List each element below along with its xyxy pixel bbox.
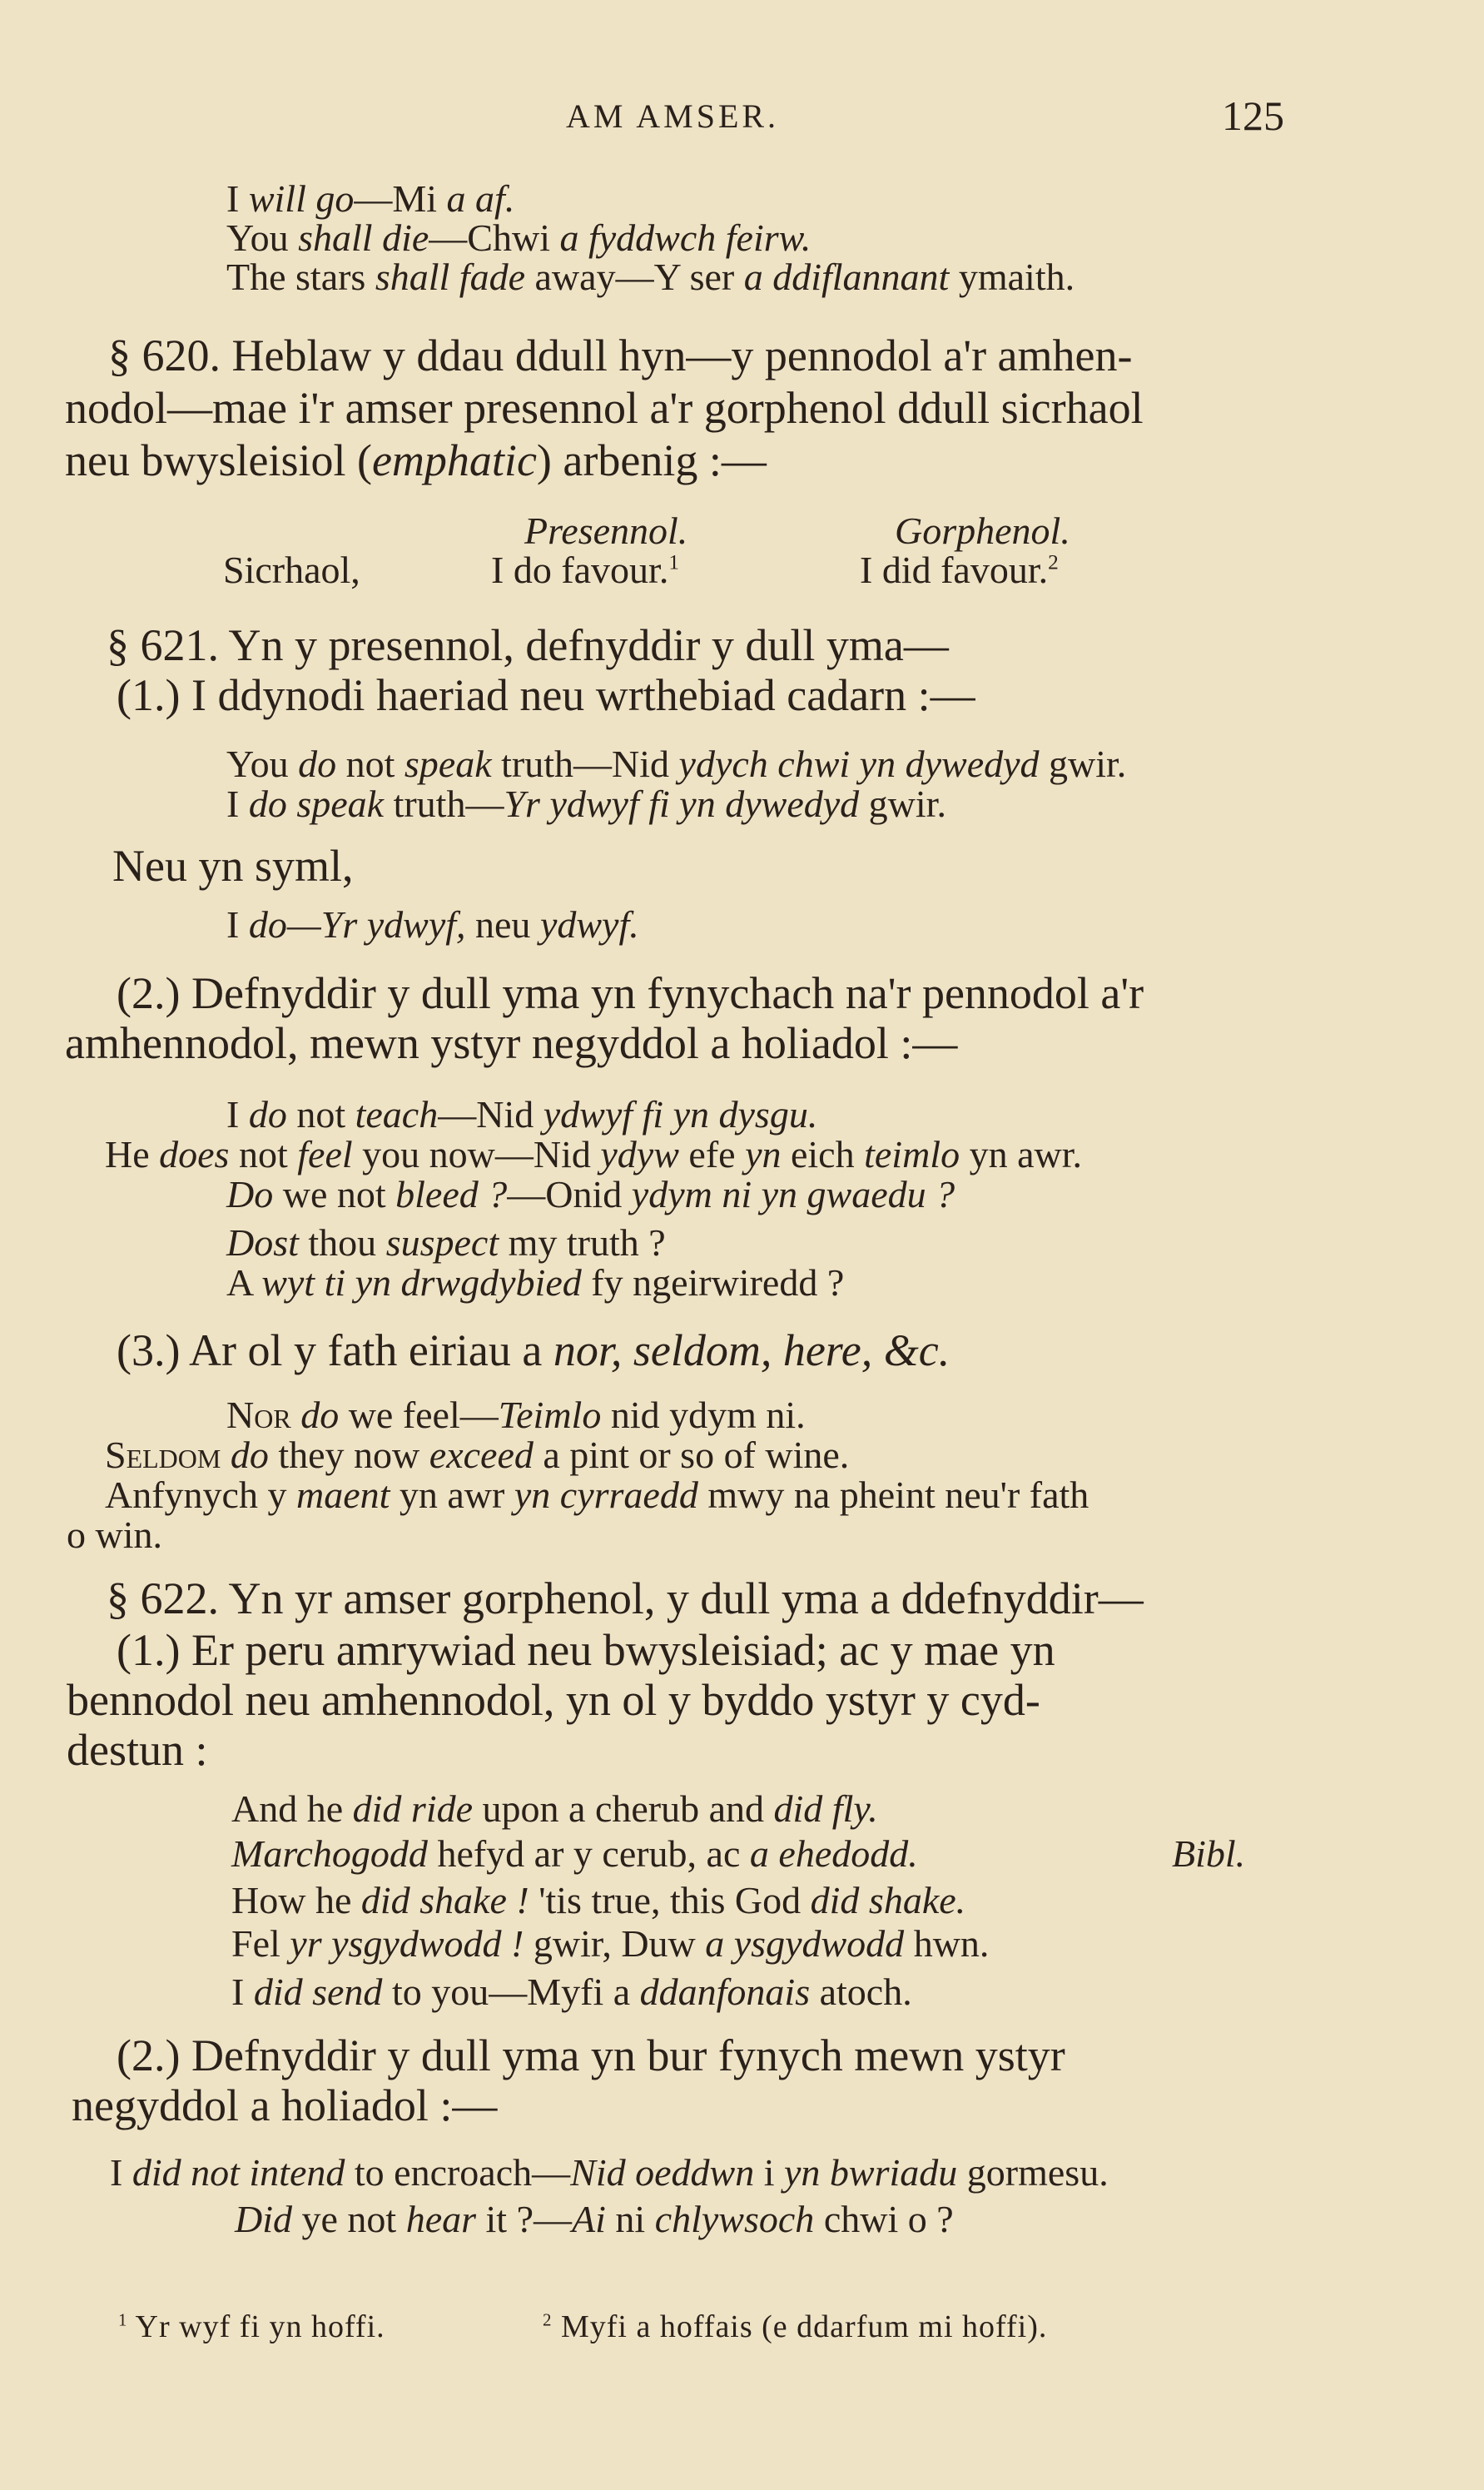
section-621-example-11-continued: o win. (67, 1513, 162, 1556)
section-621-example-8: A wyt ti yn drwgdybied fy ngeirwiredd ? (226, 1261, 845, 1304)
footnote-1: $^1$ Yr wyf fi yn hoffi. (118, 2309, 385, 2344)
table-row-label: Sicrhaol, (223, 549, 360, 591)
section-621-example-10: Seldom do they now exceed a pint or so of wine. (105, 1434, 850, 1476)
section-621-example-5: He does not feel you now—Nid ydyw efe yn eich teimlo yn awr. (105, 1133, 1083, 1175)
section-622-example-6: I did not intend to encroach—Nid oeddwn i yn bwriadu gormesu. (110, 2151, 1109, 2194)
footnote-2: $^2$ Myfi a hoffais (e ddarfum mi hoffi). (543, 2309, 1048, 2344)
section-622-example-3: How he did shake ! 'tis true, this God did shake. (231, 1879, 966, 1921)
footnote-ref-2: 2 (1048, 550, 1059, 574)
section-621-example-3: I do—Yr ydwyf, neu ydwyf. (226, 903, 639, 946)
section-622-heading: § 622. Yn yr amser gorphenol, y dull yma a ddefnyddir— (107, 1573, 1144, 1623)
section-621-point-2-line-2: amhennodol, mewn ystyr negyddol a holiadol :— (65, 1018, 958, 1068)
section-621-example-4: I do not teach—Nid ydwyf fi yn dysgu. (226, 1093, 818, 1136)
section-620-line-1: § 620. Heblaw y ddau ddull hyn—y pennodol a'r amhen- (108, 331, 1133, 380)
section-620-line-3: neu bwysleisiol (emphatic) arbenig :— (65, 435, 767, 485)
intro-example-2: You shall die—Chwi a fyddwch feirw. (226, 216, 811, 259)
running-title: AM AMSER. (566, 97, 780, 135)
section-622-example-2: Marchogodd hefyd ar y cerub, ac a ehedodd. (231, 1832, 918, 1875)
section-622-example-1: And he did ride upon a cherub and did fly. (231, 1787, 878, 1830)
section-621-example-7: Dost thou suspect my truth ? (226, 1221, 666, 1264)
section-621-example-2: I do speak truth—Yr ydwyf fi yn dywedyd gwir. (226, 783, 946, 825)
section-621-example-1: You do not speak truth—Nid ydych chwi yn dywedyd gwir. (226, 743, 1127, 785)
table-header-present: Presennol. (524, 509, 688, 552)
intro-example-3: The stars shall fade away—Y ser a ddiflannant ymaith. (226, 256, 1075, 298)
section-622-point-2-line-1: (2.) Defnyddir y dull yma yn bur fynych mewn ystyr (117, 2030, 1065, 2080)
section-622-example-7: Did ye not hear it ?—Ai ni chlywsoch chwi o ? (235, 2198, 954, 2240)
section-621-example-6: Do we not bleed ?—Onid ydym ni yn gwaedu ? (226, 1173, 955, 1215)
section-621-example-11: Anfynych y maent yn awr yn cyrraedd mwy na pheint neu'r fath (105, 1474, 1089, 1516)
table-past-value: I did favour.$^2$ (860, 549, 1059, 591)
section-622-example-4: Fel yr ysgydwodd ! gwir, Duw a ysgydwodd hwn. (231, 1922, 990, 1965)
section-621-point-3: (3.) Ar ol y fath eiriau a nor, seldom, here, &c. (117, 1325, 950, 1375)
table-header-past: Gorphenol. (895, 509, 1070, 552)
section-621-example-9: Nor do we feel—Teimlo nid ydym ni. (226, 1394, 806, 1436)
page-number: 125 (1222, 92, 1284, 139)
intro-example-1: I will go—Mi a af. (226, 177, 515, 220)
section-621-neu: Neu yn syml, (112, 841, 354, 891)
section-620-line-2: nodol—mae i'r amser presennol a'r gorphenol ddull sicrhaol (65, 383, 1144, 433)
section-621-heading: § 621. Yn y presennol, defnyddir y dull yma— (107, 620, 949, 670)
section-621-point-2-line-1: (2.) Defnyddir y dull yma yn fynychach na'r pennodol a'r (117, 968, 1144, 1018)
section-622-point-1-line-3: destun : (67, 1725, 208, 1775)
table-present-value: I do favour.$^1$ (491, 549, 679, 591)
section-621-point-1: (1.) I ddynodi haeriad neu wrthebiad cadarn :— (117, 670, 975, 720)
footnote-ref-1: 1 (668, 550, 679, 574)
section-622-point-2-line-2: negyddol a holiadol :— (72, 2080, 498, 2130)
section-622-point-1-line-1: (1.) Er peru amrywiad neu bwysleisiad; ac y mae yn (117, 1625, 1055, 1675)
source-citation: Bibl. (1172, 1832, 1246, 1875)
section-622-point-1-line-2: bennodol neu amhennodol, yn ol y byddo ystyr y cyd- (67, 1675, 1040, 1725)
section-622-example-5: I did send to you—Myfi a ddanfonais atoch. (231, 1971, 912, 2013)
